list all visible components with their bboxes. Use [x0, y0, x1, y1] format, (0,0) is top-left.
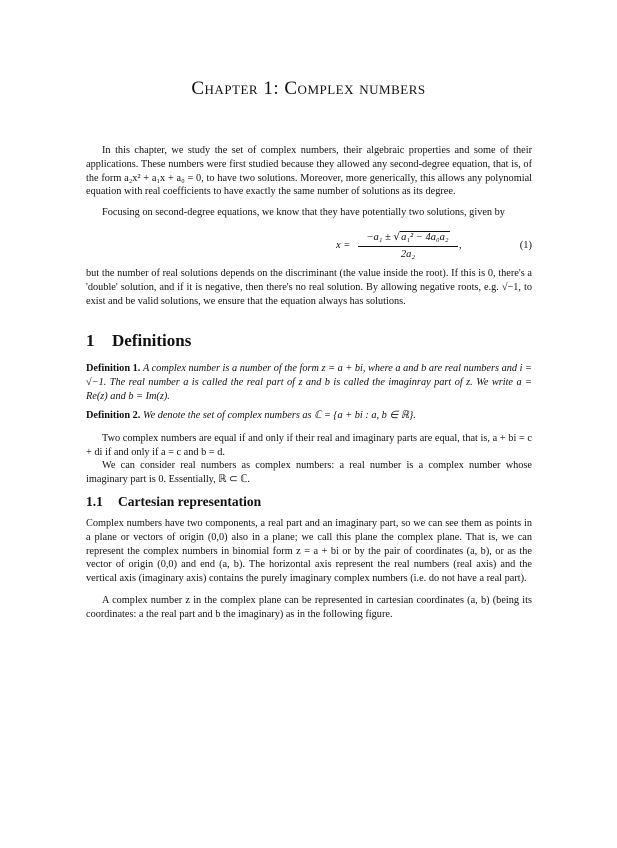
section-title: Definitions	[112, 331, 192, 350]
subsection-paragraph-1: Complex numbers have two components, a real part and an imaginary part, so we can see them as points in a plane or vectors of origin (0,0) also in a plane; we call this plane the complex plane. That is, we can represent the complex numbers in binomial form z = a + bi or by the pair of coordinates (a, b), or as the vector of origin (0,0) and end (a, b). The horizontal axis represent the real numbers (real axis) and the vertical axis (imaginary axis) contains the purely imaginary complex numbers (i.e. do not have a real part).	[86, 518, 532, 585]
equation-numerator	[358, 230, 458, 245]
subsection-title: Cartesian representation	[118, 494, 262, 509]
sqrt-icon: √	[393, 231, 401, 243]
definition-2-text: We denote the set of complex numbers as ℂ = {a + bi : a, b ∈ ℝ}.	[142, 410, 416, 421]
chapter-title: Chapter 1: Complex numbers	[191, 78, 426, 99]
subsection-heading	[86, 494, 261, 510]
intro-paragraph-1: In this chapter, we study the set of complex numbers, their algebraic properties and some of their applications. These numbers were first studied because they allowed any second-degree equation, that is, of the form a₂x² + a₁x + a₀ = 0, to have two solutions. Moreover, more generically, this allows any polynomial equation with real coefficients to have exactly the same number of solutions as its degree.	[86, 145, 532, 198]
subsection-number: 1.1	[86, 494, 103, 509]
section-number: 1	[86, 331, 95, 350]
definition-1-label: Definition 1.	[86, 363, 141, 374]
equation-body	[276, 230, 486, 264]
paragraph-real-numbers: We can consider real numbers as complex numbers: a real number is a complex number whose imaginary part is 0. Essentially, ℝ ⊂ ℂ.	[86, 460, 532, 485]
equation-fraction	[358, 230, 458, 262]
paragraph-equality: Two complex numbers are equal if and only if their real and imaginary parts are equal, that is, a + bi = c + di if and only if a = c and b = d.	[86, 433, 532, 458]
numerator-prefix: −a₁ ±	[366, 232, 394, 243]
definition-2	[86, 409, 532, 423]
equation-number: (1)	[519, 240, 532, 251]
intro-paragraph-2: Focusing on second-degree equations, we know that they have potentially two solutions, given by	[102, 207, 505, 218]
subsection-paragraph-2: A complex number z in the complex plane can be represented in cartesian coordinates (a, b) (being its coordinates: a the real part and b the imaginary) as in the following figure.	[86, 595, 532, 620]
equation-lhs: x =	[336, 240, 351, 251]
definition-2-label: Definition 2.	[86, 410, 141, 421]
definition-1	[86, 362, 532, 403]
fraction-bar	[358, 246, 458, 247]
section-heading	[86, 331, 191, 351]
definition-1-text: A complex number is a number of the form z = a + bi, where a and b are real numbers and i = √−1. The real number a is called the real part of z and b is called the imaginray part of z. We write a = Re(z) and b = Im(z).	[86, 363, 532, 402]
intro-paragraph-3: but the number of real solutions depends on the discriminant (the value inside the root). If this is 0, there's a 'double' solution, and if it is negative, then there's no real solution. By allowing negative roots, e.g. √−1, to exist and be valid solutions, we ensure that the equation always has solutions.	[86, 268, 532, 307]
numerator-radicand: a₁² − 4a₀a₂	[401, 232, 449, 243]
equation-denominator: 2a₂	[400, 249, 416, 260]
sqrt-radical	[393, 230, 449, 245]
equation-trailing: ,	[459, 240, 462, 251]
equation-1	[86, 230, 532, 264]
